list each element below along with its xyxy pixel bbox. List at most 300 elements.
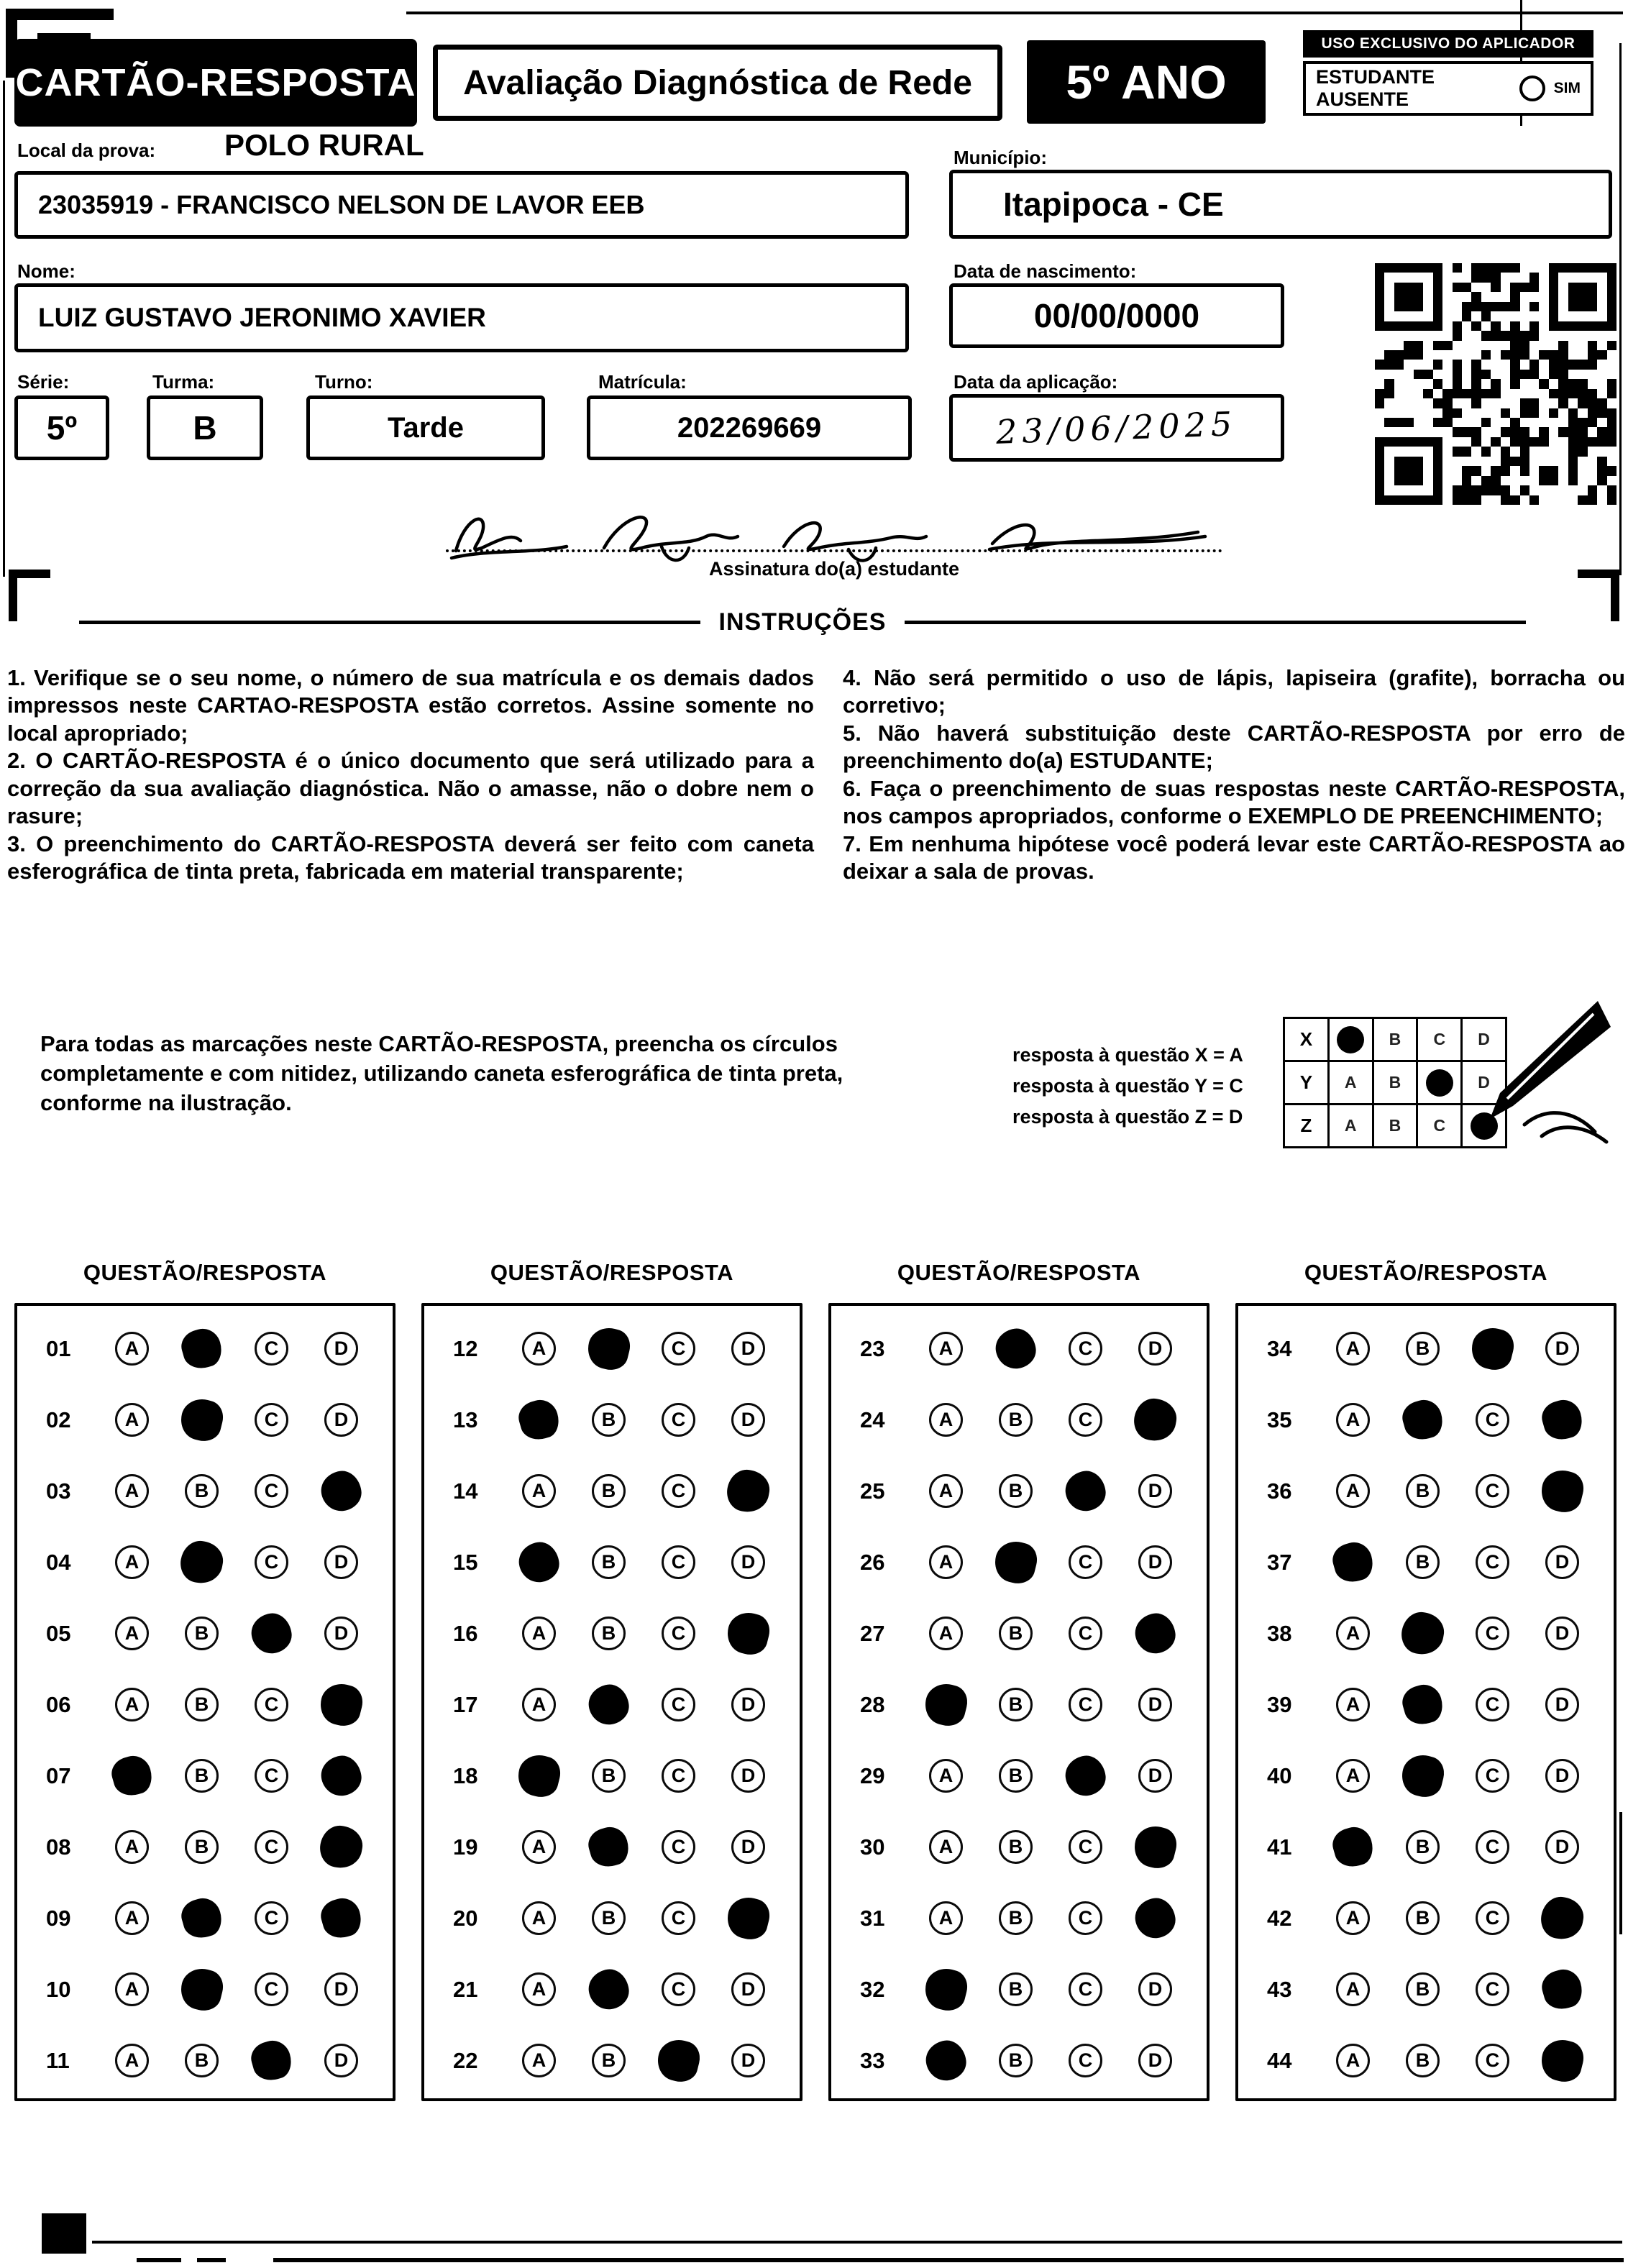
answer-bubble[interactable]: A <box>115 1688 149 1721</box>
local-da-prova-value: POLO RURAL <box>224 128 424 162</box>
question-options <box>1336 1474 1579 1508</box>
answer-bubble[interactable]: C <box>662 1617 695 1650</box>
answer-bubble[interactable]: C <box>255 1688 288 1721</box>
answer-bubble[interactable]: C <box>255 1403 288 1437</box>
answer-bubble[interactable]: D <box>1138 1545 1172 1579</box>
answer-bubble[interactable]: C <box>1476 1403 1509 1437</box>
example-question-label: X <box>1285 1019 1330 1062</box>
answer-bubble[interactable]: A <box>1336 1759 1370 1793</box>
answer-bubble[interactable]: A <box>929 1901 963 1935</box>
answer-bubble[interactable]: C <box>1069 2044 1102 2077</box>
question-options <box>115 1972 358 2006</box>
answer-bubble[interactable]: C <box>662 1545 695 1579</box>
absent-mark-circle[interactable] <box>1519 76 1545 101</box>
answer-column-header: QUESTÃO/RESPOSTA <box>490 1260 734 1285</box>
answer-bubble[interactable]: A <box>115 1545 149 1579</box>
answer-bubble[interactable]: C <box>662 1972 695 2006</box>
question-options <box>115 1759 358 1793</box>
answer-bubble[interactable]: A <box>115 1972 149 2006</box>
answer-bubble[interactable]: A <box>115 1901 149 1935</box>
answer-bubble[interactable]: B <box>592 2044 626 2077</box>
question-number: 04 <box>46 1549 71 1575</box>
question-row <box>17 1313 393 1384</box>
answer-bubble[interactable]: C <box>1476 1545 1509 1579</box>
answer-bubble[interactable]: D <box>1138 1759 1172 1793</box>
answer-bubble[interactable]: D <box>324 1972 358 2006</box>
instruction-item: 7. Em nenhuma hipótese você poderá levar este CARTÃO-RESPOSTA ao deixar a sala de provas. <box>842 831 1625 884</box>
answer-bubble[interactable]: B <box>592 1759 626 1793</box>
answer-bubble[interactable]: A <box>929 1332 963 1366</box>
matricula-label: Matrícula: <box>598 371 687 393</box>
answer-bubble[interactable]: A <box>522 1332 556 1366</box>
question-options <box>522 1901 765 1935</box>
answer-bubble[interactable]: B <box>1406 1972 1440 2006</box>
example-option-cell: C <box>1418 1105 1463 1148</box>
example-option-cell: A <box>1330 1062 1374 1105</box>
grade-badge: 5º ANO <box>1027 40 1266 124</box>
question-number: 10 <box>46 1976 71 2002</box>
question-row <box>1238 1740 1614 1811</box>
answer-column-header: QUESTÃO/RESPOSTA <box>897 1260 1141 1285</box>
question-row <box>1238 1527 1614 1598</box>
answer-bubble[interactable]: B <box>999 1474 1033 1508</box>
question-number: 32 <box>860 1976 885 2002</box>
question-row <box>831 1455 1207 1527</box>
answer-bubble[interactable]: A <box>522 1972 556 2006</box>
answer-column <box>421 1260 802 2101</box>
answer-bubble-filled[interactable] <box>177 1965 227 2015</box>
answer-bubble[interactable]: D <box>731 1688 765 1721</box>
pen-illustration <box>1445 998 1614 1151</box>
answer-bubble[interactable]: C <box>1069 1617 1102 1650</box>
answer-bubble-filled[interactable] <box>723 1893 774 1944</box>
answer-bubble-filled[interactable] <box>514 1751 564 1801</box>
answer-bubble[interactable]: A <box>929 1830 963 1864</box>
question-number: 16 <box>453 1620 478 1646</box>
example-option-cell: D <box>1463 1062 1507 1105</box>
application-date-field[interactable] <box>949 394 1284 462</box>
answer-bubble[interactable]: D <box>1138 1332 1172 1366</box>
answer-bubble-filled[interactable] <box>178 1325 226 1373</box>
question-row <box>17 1669 393 1740</box>
answer-bubble-filled[interactable] <box>177 1395 227 1445</box>
question-number: 09 <box>46 1905 71 1931</box>
question-options <box>115 1545 358 1579</box>
answer-bubble[interactable]: B <box>999 1688 1033 1721</box>
answer-bubble[interactable]: A <box>115 1332 149 1366</box>
answer-bubble[interactable]: D <box>1138 1972 1172 2006</box>
answer-bubble[interactable]: D <box>731 2044 765 2077</box>
answer-bubble[interactable]: C <box>1476 1759 1509 1793</box>
answer-bubble[interactable]: B <box>999 1830 1033 1864</box>
registration-right-line <box>1619 43 1622 575</box>
answer-bubble[interactable]: A <box>522 1474 556 1508</box>
answer-bubble[interactable]: C <box>255 1901 288 1935</box>
answer-bubble-filled[interactable] <box>724 1467 773 1516</box>
answer-bubble[interactable]: C <box>1476 1474 1509 1508</box>
answer-bubble-filled[interactable] <box>1537 1466 1588 1517</box>
question-row <box>831 1384 1207 1455</box>
answer-bubble-filled[interactable] <box>1538 1894 1587 1943</box>
answer-bubble-filled[interactable] <box>1131 1396 1180 1445</box>
question-row <box>831 2025 1207 2096</box>
answer-bubble[interactable]: C <box>662 1332 695 1366</box>
question-options <box>1336 1972 1579 2006</box>
question-options <box>929 1474 1172 1508</box>
answer-bubble[interactable]: D <box>324 1617 358 1650</box>
example-answer-label: resposta à questão Z = D <box>1012 1106 1243 1128</box>
answer-column-box <box>1235 1303 1616 2101</box>
question-number: 07 <box>46 1762 71 1788</box>
answer-bubble[interactable]: B <box>999 1972 1033 2006</box>
example-option-cell: B <box>1374 1062 1419 1105</box>
answer-bubble[interactable]: C <box>1069 1830 1102 1864</box>
question-number: 18 <box>453 1762 478 1788</box>
question-options <box>115 1403 358 1437</box>
registration-bottom-line-2 <box>273 2258 1624 2262</box>
question-row <box>17 1384 393 1455</box>
answer-bubble[interactable]: D <box>324 2044 358 2077</box>
answer-bubble-filled[interactable] <box>993 1326 1038 1371</box>
answer-bubble[interactable]: D <box>1138 2044 1172 2077</box>
answer-bubble-filled[interactable] <box>317 1823 366 1872</box>
answer-bubble[interactable]: C <box>255 1545 288 1579</box>
answer-bubble[interactable]: B <box>1406 1545 1440 1579</box>
question-row <box>424 1598 800 1669</box>
answer-bubble[interactable]: C <box>662 1901 695 1935</box>
question-options <box>1336 1759 1579 1793</box>
answer-bubble-filled[interactable] <box>319 1753 364 1798</box>
answer-bubble[interactable]: C <box>255 1332 288 1366</box>
answer-bubble[interactable]: C <box>1476 2044 1509 2077</box>
answer-bubble[interactable]: A <box>522 1688 556 1721</box>
instructions-rule-left <box>79 621 700 624</box>
question-number: 26 <box>860 1549 885 1575</box>
question-number: 42 <box>1267 1905 1292 1931</box>
answer-bubble-filled[interactable] <box>1398 1751 1448 1801</box>
example-option-cell <box>1330 1019 1374 1062</box>
answer-bubble[interactable]: C <box>1476 1830 1509 1864</box>
question-number: 44 <box>1267 2047 1292 2073</box>
answer-bubble[interactable]: A <box>522 1830 556 1864</box>
answer-bubble-filled[interactable] <box>1538 1965 1586 2013</box>
answer-bubble[interactable]: D <box>731 1332 765 1366</box>
aplicador-exclusive-bar: USO EXCLUSIVO DO APLICADOR <box>1303 30 1593 58</box>
answer-bubble[interactable]: C <box>662 1403 695 1437</box>
student-absent-label: ESTUDANTE AUSENTE <box>1316 66 1435 110</box>
answer-bubble[interactable]: A <box>1336 1332 1370 1366</box>
answer-bubble[interactable]: C <box>255 1830 288 1864</box>
question-number: 17 <box>453 1691 478 1717</box>
answer-bubble[interactable]: A <box>1336 1972 1370 2006</box>
answer-bubble-filled[interactable] <box>108 1752 156 1800</box>
answer-bubble-filled[interactable] <box>247 2036 296 2085</box>
serie-label: Série: <box>17 371 70 393</box>
question-row <box>831 1669 1207 1740</box>
answer-bubble-filled[interactable] <box>1329 1823 1377 1871</box>
answer-bubble[interactable]: B <box>1406 1332 1440 1366</box>
answer-bubble[interactable]: C <box>1476 1617 1509 1650</box>
question-options <box>1336 1688 1579 1721</box>
question-number: 03 <box>46 1478 71 1504</box>
answer-bubble[interactable]: A <box>115 1830 149 1864</box>
answer-bubble[interactable]: D <box>731 1545 765 1579</box>
answer-bubble[interactable]: D <box>324 1545 358 1579</box>
answer-bubble[interactable]: A <box>1336 1617 1370 1650</box>
answer-bubble-filled[interactable] <box>516 1540 562 1585</box>
answer-bubble-filled[interactable] <box>1133 1896 1178 1941</box>
answer-bubble[interactable]: B <box>999 2044 1033 2077</box>
answer-bubble[interactable]: C <box>662 1830 695 1864</box>
question-number: 02 <box>46 1407 71 1432</box>
example-filled-dot <box>1337 1026 1364 1053</box>
answer-bubble[interactable]: A <box>1336 1474 1370 1508</box>
question-options <box>115 1617 358 1650</box>
turma-label: Turma: <box>152 371 215 393</box>
question-number: 15 <box>453 1549 478 1575</box>
answer-bubble[interactable]: A <box>929 1759 963 1793</box>
question-row <box>1238 1598 1614 1669</box>
answer-bubble[interactable]: A <box>522 1901 556 1935</box>
instructions-header <box>79 608 1526 636</box>
answer-bubble-filled[interactable] <box>923 2038 969 2083</box>
example-option-cell: C <box>1418 1019 1463 1062</box>
question-number: 34 <box>1267 1335 1292 1361</box>
answer-bubble[interactable]: A <box>929 1617 963 1650</box>
answer-bubble[interactable]: B <box>592 1901 626 1935</box>
question-options <box>1336 1830 1579 1864</box>
answer-bubble-filled[interactable] <box>515 1396 563 1444</box>
question-options <box>115 1474 358 1508</box>
answer-columns <box>14 1260 1616 2101</box>
question-row <box>17 1883 393 1954</box>
question-options <box>1336 1332 1579 1366</box>
answer-bubble[interactable]: B <box>999 1617 1033 1650</box>
example-answer-key <box>1012 1040 1243 1133</box>
answer-bubble[interactable]: D <box>1545 1759 1579 1793</box>
answer-bubble[interactable]: A <box>1336 1403 1370 1437</box>
local-da-prova-label: Local da prova: <box>17 140 156 161</box>
answer-bubble-filled[interactable] <box>316 1680 367 1730</box>
answer-bubble-filled[interactable] <box>1537 2036 1588 2086</box>
answer-bubble[interactable]: C <box>1069 1688 1102 1721</box>
answer-bubble[interactable]: D <box>324 1403 358 1437</box>
answer-bubble-filled[interactable] <box>585 1823 633 1871</box>
answer-bubble-filled[interactable] <box>1399 1396 1447 1444</box>
answer-bubble[interactable]: C <box>1476 1688 1509 1721</box>
answer-bubble-filled[interactable] <box>178 1538 227 1587</box>
answer-bubble[interactable]: B <box>999 1759 1033 1793</box>
answer-bubble-filled[interactable] <box>723 1609 774 1659</box>
answer-bubble-filled[interactable] <box>1063 1753 1108 1798</box>
fill-instructions-note: Para todas as marcações neste CARTÃO-RESPOSTA, preencha os círculos completamente e com nitidez, utilizando caneta esferográfica de tinta preta, conforme na ilustração. <box>40 1031 843 1115</box>
question-row <box>831 1598 1207 1669</box>
answer-bubble[interactable]: A <box>115 2044 149 2077</box>
answer-bubble-filled[interactable] <box>1399 1681 1447 1729</box>
answer-bubble[interactable]: B <box>1406 1830 1440 1864</box>
answer-bubble-filled[interactable] <box>317 1894 365 1942</box>
registration-bottom-dash-1 <box>137 2258 181 2262</box>
answer-bubble[interactable]: C <box>662 1759 695 1793</box>
answer-bubble[interactable]: A <box>929 1474 963 1508</box>
answer-bubble[interactable]: C <box>255 1972 288 2006</box>
example-option-cell: D <box>1463 1019 1507 1062</box>
question-row <box>831 1527 1207 1598</box>
question-row <box>831 1954 1207 2025</box>
answer-bubble[interactable]: B <box>592 1617 626 1650</box>
answer-bubble[interactable]: D <box>1138 1688 1172 1721</box>
registration-top-line <box>406 12 1623 14</box>
answer-bubble-filled[interactable] <box>584 1324 634 1374</box>
answer-bubble[interactable]: B <box>592 1474 626 1508</box>
answer-bubble[interactable]: B <box>999 1901 1033 1935</box>
answer-bubble[interactable]: B <box>1406 1901 1440 1935</box>
answer-bubble-filled[interactable] <box>178 1894 226 1942</box>
answer-bubble[interactable]: B <box>999 1403 1033 1437</box>
question-options <box>1336 1545 1579 1579</box>
answer-bubble-filled[interactable] <box>586 1682 631 1727</box>
answer-bubble[interactable]: B <box>592 1545 626 1579</box>
matricula-field: 202269669 <box>587 395 912 460</box>
answer-bubble[interactable]: C <box>1069 1545 1102 1579</box>
instruction-item: 1. Verifique se o seu nome, o número de sua matrícula e os demais dados impressos neste CARTAO-RESPOSTA estão corretos. Assine somente no local apropriado; <box>7 665 814 746</box>
answer-bubble[interactable]: C <box>662 1474 695 1508</box>
data-nascimento-label: Data de nascimento: <box>954 260 1137 282</box>
answer-bubble[interactable]: B <box>592 1403 626 1437</box>
turno-field: Tarde <box>306 395 545 460</box>
signature-area[interactable] <box>446 503 1222 584</box>
question-options <box>522 1403 765 1437</box>
answer-bubble[interactable]: C <box>1069 1972 1102 2006</box>
answer-bubble[interactable]: B <box>185 1759 219 1793</box>
answer-bubble-filled[interactable] <box>1130 1822 1181 1873</box>
answer-bubble[interactable]: D <box>731 1972 765 2006</box>
answer-bubble-filled[interactable] <box>249 1611 294 1656</box>
answer-bubble-filled[interactable] <box>921 1680 971 1730</box>
answer-bubble-filled[interactable] <box>1399 1609 1448 1658</box>
question-options <box>522 1545 765 1579</box>
answer-bubble-filled[interactable] <box>1063 1468 1108 1514</box>
answer-bubble[interactable]: C <box>255 1474 288 1508</box>
question-number: 19 <box>453 1834 478 1860</box>
example-answer-label: resposta à questão Y = C <box>1012 1075 1243 1097</box>
answer-bubble[interactable]: B <box>185 1617 219 1650</box>
answer-bubble[interactable]: A <box>115 1403 149 1437</box>
answer-bubble[interactable]: D <box>1545 1545 1579 1579</box>
instruction-item: 4. Não será permitido o uso de lápis, lapiseira (grafite), borracha ou corretivo; <box>842 665 1625 718</box>
registration-bottom-square <box>42 2213 86 2254</box>
answer-column <box>1235 1260 1616 2101</box>
question-number: 01 <box>46 1335 71 1361</box>
answer-bubble-filled[interactable] <box>1133 1611 1178 1656</box>
question-number: 14 <box>453 1478 478 1504</box>
question-options <box>929 1332 1172 1366</box>
question-number: 40 <box>1267 1762 1292 1788</box>
signature-dotted-line <box>446 549 1222 552</box>
answer-bubble[interactable]: A <box>115 1474 149 1508</box>
answer-bubble[interactable]: B <box>185 1688 219 1721</box>
question-options <box>929 1688 1172 1721</box>
answer-bubble[interactable]: C <box>1476 1901 1509 1935</box>
answer-bubble[interactable]: D <box>1138 1474 1172 1508</box>
answer-bubble[interactable]: C <box>662 1688 695 1721</box>
answer-bubble[interactable]: A <box>929 1403 963 1437</box>
answer-bubble-filled[interactable] <box>991 1537 1041 1588</box>
question-options <box>1336 1403 1579 1437</box>
question-number: 20 <box>453 1905 478 1931</box>
question-options <box>929 1830 1172 1864</box>
example-option-cell: B <box>1374 1019 1419 1062</box>
answer-bubble[interactable]: C <box>1069 1332 1102 1366</box>
answer-column-header: QUESTÃO/RESPOSTA <box>83 1260 327 1285</box>
answer-bubble[interactable]: A <box>522 2044 556 2077</box>
question-options <box>1336 2044 1579 2077</box>
question-number: 08 <box>46 1834 71 1860</box>
question-row <box>424 1455 800 1527</box>
answer-bubble[interactable]: B <box>185 1830 219 1864</box>
answer-column-box <box>421 1303 802 2101</box>
question-row <box>1238 1883 1614 1954</box>
answer-bubble[interactable]: C <box>1069 1403 1102 1437</box>
answer-bubble[interactable]: A <box>1336 1901 1370 1935</box>
answer-bubble-filled[interactable] <box>586 1967 631 2012</box>
answer-bubble[interactable]: C <box>1476 1972 1509 2006</box>
answer-bubble-filled[interactable] <box>319 1468 364 1514</box>
answer-bubble-filled[interactable] <box>654 2036 704 2086</box>
answer-bubble[interactable]: D <box>731 1403 765 1437</box>
answer-bubble[interactable]: D <box>1545 1830 1579 1864</box>
answer-bubble-filled[interactable] <box>921 1965 971 2015</box>
question-row <box>424 1740 800 1811</box>
answer-bubble[interactable]: D <box>731 1830 765 1864</box>
answer-bubble[interactable]: B <box>185 2044 219 2077</box>
answer-bubble[interactable]: D <box>1545 1688 1579 1721</box>
question-number: 06 <box>46 1691 71 1717</box>
answer-bubble-filled[interactable] <box>1468 1324 1518 1374</box>
question-row <box>17 1527 393 1598</box>
answer-bubble-filled[interactable] <box>1329 1538 1377 1586</box>
answer-bubble[interactable]: D <box>1545 1332 1579 1366</box>
answer-bubble[interactable]: C <box>255 1759 288 1793</box>
birth-date-field: 00/00/0000 <box>949 283 1284 348</box>
absent-yes-label: SIM <box>1553 80 1581 96</box>
answer-bubble[interactable]: C <box>1069 1901 1102 1935</box>
answer-bubble[interactable]: D <box>324 1332 358 1366</box>
answer-bubble[interactable]: A <box>929 1545 963 1579</box>
answer-bubble[interactable]: A <box>115 1617 149 1650</box>
question-row <box>424 1669 800 1740</box>
answer-bubble[interactable]: A <box>1336 1688 1370 1721</box>
question-row <box>1238 1313 1614 1384</box>
question-options <box>115 1688 358 1721</box>
answer-bubble[interactable]: B <box>1406 1474 1440 1508</box>
aplicador-block <box>1303 30 1593 116</box>
question-row <box>424 2025 800 2096</box>
example-question-label: Z <box>1285 1105 1330 1148</box>
answer-bubble-filled[interactable] <box>1538 1396 1586 1444</box>
answer-bubble[interactable]: B <box>185 1474 219 1508</box>
question-options <box>929 1901 1172 1935</box>
question-options <box>522 1759 765 1793</box>
question-number: 12 <box>453 1335 478 1361</box>
question-options <box>522 1617 765 1650</box>
answer-bubble[interactable]: D <box>731 1759 765 1793</box>
answer-bubble[interactable]: A <box>1336 2044 1370 2077</box>
answer-bubble[interactable]: B <box>1406 2044 1440 2077</box>
answer-bubble[interactable]: A <box>522 1617 556 1650</box>
answer-bubble[interactable]: D <box>1545 1617 1579 1650</box>
qr-code <box>1375 263 1616 505</box>
